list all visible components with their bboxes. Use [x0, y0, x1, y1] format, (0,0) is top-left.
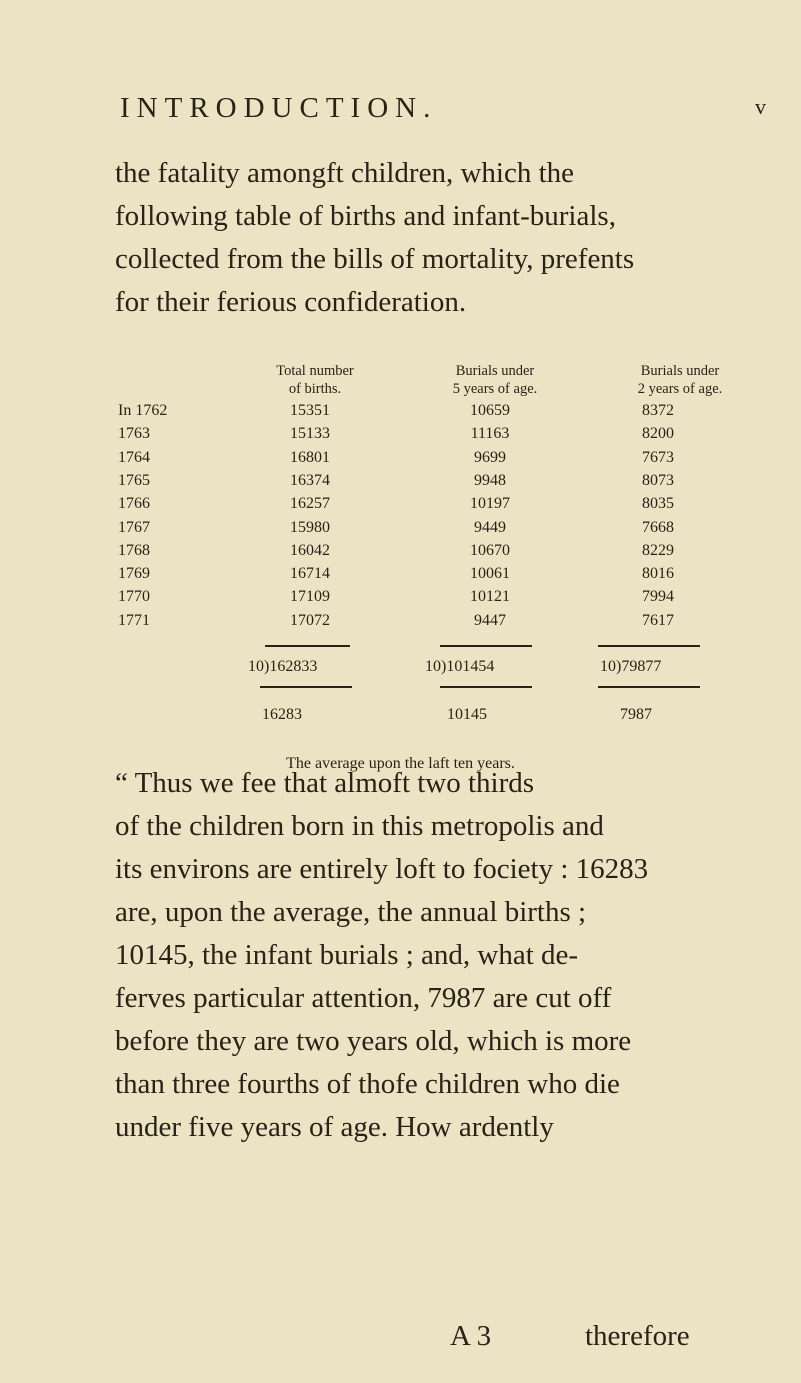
- births-cell: 15133: [290, 425, 330, 443]
- text-line: collected from the bills of mortality, prefents: [115, 243, 635, 275]
- burials-under-2-column-header: [600, 362, 760, 398]
- under2-cell: 8200: [642, 425, 674, 443]
- year-cell: 1763: [118, 425, 150, 443]
- header-line: Total number: [276, 363, 354, 379]
- under2-cell: 7617: [642, 611, 674, 629]
- births-cell: 16374: [290, 471, 330, 489]
- under5-total: 10)101454: [425, 658, 495, 675]
- under5-cell: 9447: [474, 611, 506, 629]
- births-cell: 15980: [290, 518, 330, 536]
- text-line: of the children born in this metropolis and: [115, 810, 604, 842]
- text-line: following table of births and infant-burials,: [115, 200, 616, 232]
- under2-cell: 8035: [642, 495, 674, 513]
- sum-rule: [598, 645, 700, 647]
- year-cell: 1766: [118, 495, 150, 513]
- sum-rule: [265, 645, 350, 647]
- births-total: 10)162833: [248, 658, 318, 675]
- sum-rule: [260, 686, 352, 688]
- under5-average: 10145: [447, 706, 487, 723]
- table-row: [0, 612, 801, 636]
- text-line: 10145, the infant burials ; and, what de-: [115, 939, 579, 971]
- year-cell: 1769: [118, 565, 150, 583]
- sum-rule: [598, 686, 700, 688]
- under2-cell: 7673: [642, 448, 674, 466]
- births-cell: 16801: [290, 448, 330, 466]
- table-row: [0, 588, 801, 612]
- table-row: [0, 425, 801, 449]
- sum-rule: [440, 645, 532, 647]
- under2-cell: 8229: [642, 541, 674, 559]
- page-number: v: [755, 94, 766, 119]
- under5-cell: 11163: [470, 425, 510, 443]
- births-average: 16283: [262, 706, 302, 723]
- table-row: [0, 495, 801, 519]
- text-line: than three fourths of thofe children who die: [115, 1068, 620, 1100]
- births-column-header: [240, 362, 390, 398]
- table-row: [0, 519, 801, 543]
- table-row: [0, 565, 801, 589]
- header-line: 5 years of age.: [452, 381, 538, 397]
- under5-cell: 10659: [470, 402, 510, 419]
- births-cell: 16714: [290, 565, 330, 583]
- under2-cell: 7994: [642, 588, 674, 606]
- year-cell: In 1762: [118, 402, 168, 419]
- births-cell: 16042: [290, 541, 330, 559]
- burials-under-5-column-header: [415, 362, 575, 398]
- table-row: [0, 472, 801, 496]
- text-line: its environs are entirely loft to fociety : 16283: [115, 853, 649, 885]
- under2-cell: 8073: [642, 471, 674, 489]
- under5-cell: 9948: [474, 471, 506, 489]
- signature-mark: A 3: [450, 1320, 492, 1352]
- intro-paragraph: [115, 152, 634, 324]
- thus-paragraph: [115, 762, 648, 1149]
- sum-rule: [440, 686, 532, 688]
- text-line: for their ferious confideration.: [115, 286, 467, 318]
- under5-cell: 10670: [470, 541, 510, 559]
- year-cell: 1767: [118, 518, 150, 536]
- year-cell: 1771: [118, 611, 150, 629]
- text-line: before they are two years old, which is more: [115, 1025, 632, 1057]
- catchword: therefore: [585, 1320, 690, 1352]
- text-line: ferves particular attention, 7987 are cut off: [115, 982, 612, 1014]
- year-cell: 1770: [118, 588, 150, 606]
- header-line: Burials under: [455, 363, 535, 379]
- under5-cell: 9449: [474, 518, 506, 536]
- table-row: [0, 449, 801, 473]
- header-line: Burials under: [640, 363, 720, 379]
- under2-total: 10)79877: [600, 658, 662, 675]
- under5-cell: 10061: [470, 565, 510, 583]
- mortality-table: [0, 362, 801, 757]
- page-footer: [0, 1320, 801, 1360]
- under2-average: 7987: [620, 706, 652, 723]
- running-head: [110, 92, 766, 132]
- under2-cell: 8372: [642, 402, 674, 419]
- running-head-title: INTRODUCTION.: [120, 92, 438, 124]
- year-cell: 1765: [118, 471, 150, 489]
- under2-cell: 7668: [642, 518, 674, 536]
- header-line: 2 years of age.: [637, 381, 723, 397]
- header-line: of births.: [288, 381, 342, 397]
- births-cell: 17109: [290, 588, 330, 606]
- year-cell: 1764: [118, 448, 150, 466]
- under2-cell: 8016: [642, 565, 674, 583]
- average-note: The average upon the laft ten years.: [286, 755, 515, 772]
- year-cell: 1768: [118, 541, 150, 559]
- births-cell: 15351: [290, 402, 330, 419]
- text-line: “ Thus we fee that almoft two thirds: [115, 767, 535, 799]
- under5-cell: 9699: [474, 448, 506, 466]
- table-row: [0, 542, 801, 566]
- births-cell: 17072: [290, 611, 330, 629]
- births-cell: 16257: [290, 495, 330, 513]
- text-line: under five years of age. How ardently: [115, 1111, 554, 1143]
- under5-cell: 10197: [470, 495, 510, 513]
- under5-cell: 10121: [470, 588, 510, 606]
- text-line: the fatality amongft children, which the: [115, 157, 575, 189]
- text-line: are, upon the average, the annual births ;: [115, 896, 587, 928]
- table-row: [0, 402, 801, 426]
